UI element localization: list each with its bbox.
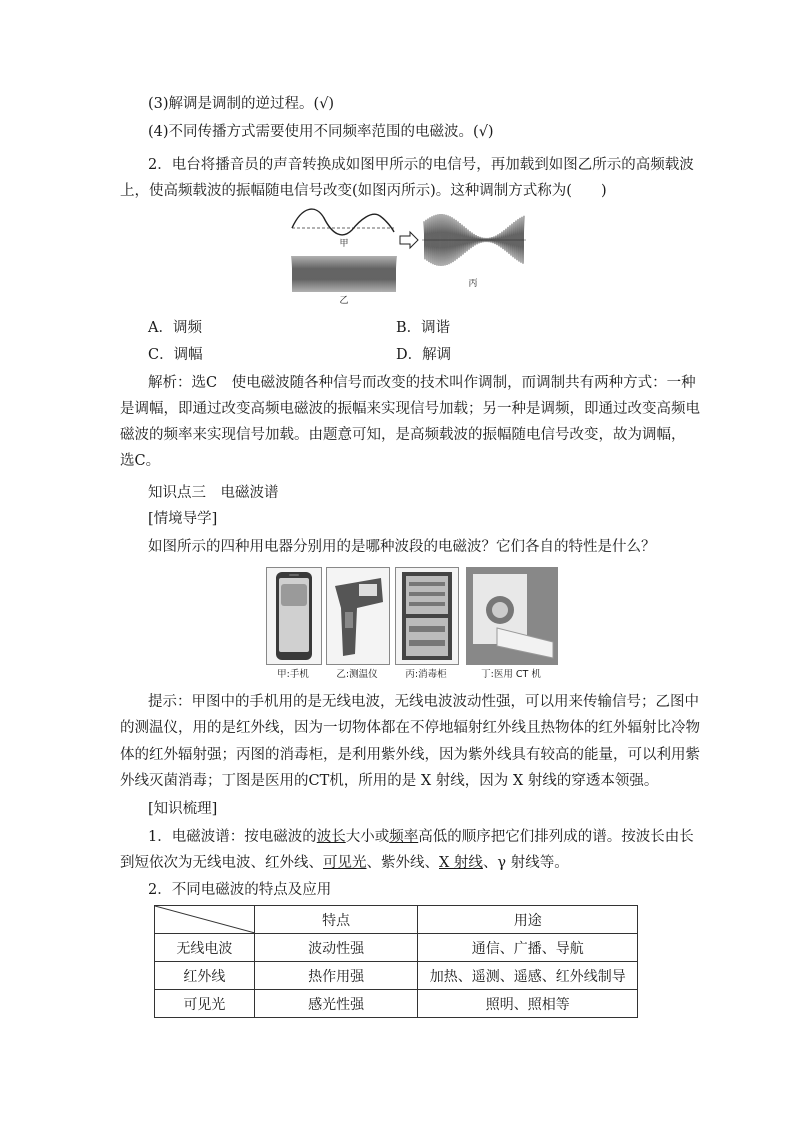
q2-stem-line2: 上，使高频载波的振幅随电信号改变(如图丙所示)。这种调制方式称为( ) [120,183,607,199]
signal-wave [292,209,394,235]
photo-thermometer [326,567,390,665]
def1-a: 1．电磁波谱：按电磁波的 [148,829,317,845]
carrier-wave [292,256,396,292]
section-heading: 知识点三 电磁波谱 [148,485,279,501]
arrow-icon [400,232,418,248]
table-row [155,962,638,990]
sort-heading: [知识梳理] [148,801,218,817]
definition-line1 [148,827,694,847]
em-wave-table [154,905,638,1018]
def2-xray: X 射线 [439,855,483,871]
header-feature: 特点 [254,906,418,934]
cell: 感光性强 [254,990,418,1018]
q2-stem-line1: 2．电台将播音员的声音转换成如图甲所示的电信号，再加载到如图乙所示的高频载波 [148,157,694,173]
def2-c: 、γ 射线等。 [482,855,569,871]
guide-heading: [情境导学] [148,511,218,527]
item-3: (3)解调是调制的逆过程。(√) [148,96,335,112]
guide-question: 如图所示的四种用电器分别用的是哪种波段的电磁波？它们各自的特性是什么？ [148,539,656,555]
def1-b: 大小或 [345,829,390,845]
header-use: 用途 [418,906,638,934]
diagonal-cell [155,906,255,934]
option-b: B．调谐 [396,320,451,336]
cell: 照明、照相等 [418,990,638,1018]
table-header-row [155,906,638,934]
def1-c: 高低的顺序把它们排列成的谱。按波长由长 [418,829,694,845]
photo-phone [266,567,322,665]
hint-line2: 的测温仪，用的是红外线，因为一切物体都在不停地辐射红外线且热物体的红外辐射比冷物 [120,720,700,736]
hint-line1: 提示：甲图中的手机用的是无线电波，无线电波波动性强，可以用来传输信号；乙图中 [148,694,699,710]
figure-label-b: 乙 [339,296,349,305]
am-wave [422,214,526,266]
table-row [155,990,638,1018]
photo-sterilizer [395,567,459,665]
cell: 红外线 [155,962,255,990]
def1-wavelength: 波长 [316,829,346,845]
option-d: D．解调 [396,347,452,363]
cell: 热作用强 [254,962,418,990]
analysis-line1: 解析：选C 使电磁波随各种信号而改变的技术叫作调制，而调制共有两种方式：一种 [148,375,696,391]
definition-line2 [120,853,569,873]
option-a: A．调频 [148,320,202,336]
caption-thermometer: 乙:测温仪 [336,669,378,680]
caption-ct: 丁:医用 CT 机 [481,669,541,680]
modulation-figure [288,200,528,305]
caption-sterilizer: 丙:消毒柜 [405,669,447,680]
cell: 可见光 [155,990,255,1018]
cell: 无线电波 [155,934,255,962]
table-heading: 2．不同电磁波的特点及应用 [148,882,332,898]
option-c: C．调幅 [148,347,203,363]
def2-a: 到短依次为无线电波、红外线、 [120,855,323,871]
hint-line3: 体的红外辐射强；丙图的消毒柜，是利用紫外线，因为紫外线具有较高的能量，可以利用紫 [120,747,700,763]
figure-label-a: 甲 [339,239,349,249]
caption-phone: 甲:手机 [277,669,309,680]
table-row [155,934,638,962]
analysis-line2: 是调幅，即通过改变高频电磁波的振幅来实现信号加载；另一种是调频，即通过改变高频电 [120,401,700,417]
analysis-line4: 选C。 [120,453,161,469]
cell: 加热、遥测、遥感、红外线制导 [418,962,638,990]
def2-visible: 可见光 [323,855,367,871]
figure-label-c: 丙 [468,279,478,289]
def2-b: 、紫外线、 [366,855,439,871]
hint-line4: 外线灭菌消毒；丁图是医用的CT机，所用的是 X 射线，因为 X 射线的穿透本领强。 [120,773,659,789]
cell: 波动性强 [254,934,418,962]
item-4: (4)不同传播方式需要使用不同频率范围的电磁波。(√) [148,124,494,140]
cell: 通信、广播、导航 [418,934,638,962]
def1-frequency: 频率 [389,829,419,845]
photo-ct-machine [466,567,558,665]
analysis-line3: 磁波的频率来实现信号加载。由题意可知，是高频载波的振幅随电信号改变，故为调幅， [120,427,686,443]
